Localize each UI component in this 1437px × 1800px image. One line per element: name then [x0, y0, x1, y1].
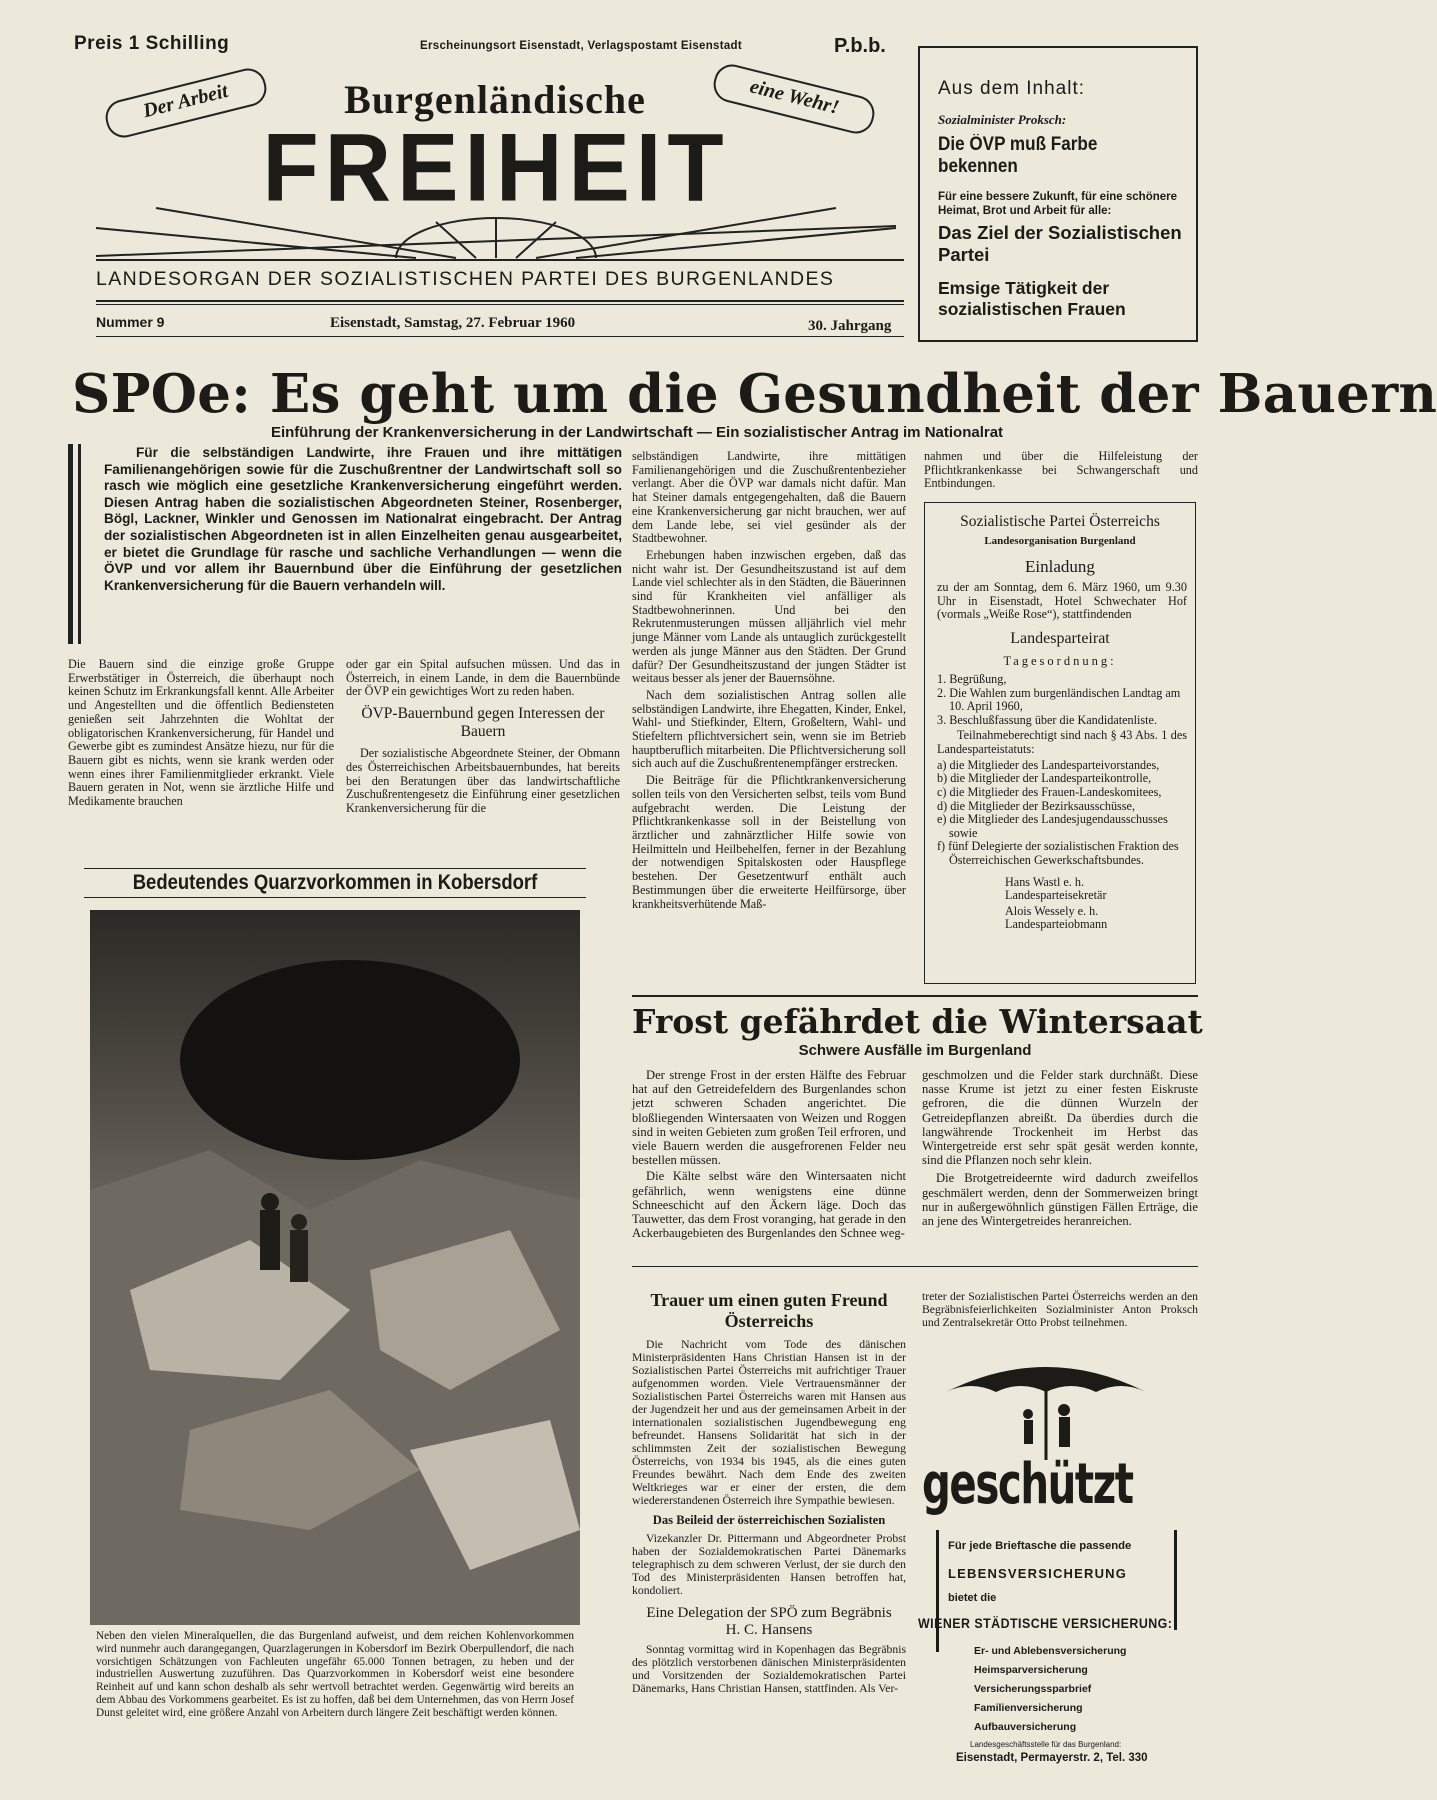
lead-col3 [632, 450, 906, 911]
ad-item: Aufbauversicherung [974, 1721, 1077, 1733]
member-item: b) die Mitglieder der Landesparteikontrolle, [937, 771, 1152, 786]
quarry-photo [90, 910, 580, 1625]
trauer-headline: Trauer um einen guten Freund Österreichs [650, 1290, 888, 1331]
sig1-title: Landesparteisekretär [1005, 888, 1107, 903]
invitation-box [924, 502, 1196, 984]
frost-col2-text-1: geschmolzen und die Felder stark durchnäßt. Diese nasse Krume ist jetzt zu einer festen Eiskruste gefroren, die die dünnen Wurzeln der Getreidepflanzen abreißt. Da überdies durch die langwährende Trockenheit im Herbst das Wintergetreide erst sehr spät gesät werden konnte, sind die Pflanzen noch sehr klein. [922, 1068, 1198, 1168]
sunrise-ornament [96, 198, 896, 260]
lead-col3-text-2: Erhebungen haben inzwischen ergeben, daß das nicht wahr ist. Der Gesundheitszustand ist auf dem Lande viel schlechter als in den Städten, die Bäuerinnen sind für Krankheiten viel anfälliger als Stadtbewohnerinnen. Und bei den Rekrutenmusterungen müssen alljährlich viel mehr junge Männer vom Lande als untauglich zurückgestellt werden als junge Männer aus den Städten. Der Grund dafür? Der Gesundheitszustand der jungen Städter ist weitaus besser als jener der Bauernsöhne. [632, 547, 906, 686]
frost-col1 [632, 1068, 906, 1240]
lead-col4: nahmen und über die Hilfeleistung der Pflichtkrankenkasse bei Schwangerschaft und Entbindungen. [924, 449, 1198, 491]
trauer-col [632, 1338, 906, 1695]
lead-bar-2 [78, 444, 81, 644]
frost-subheadline: Schwere Ausfälle im Burgenland [798, 1042, 1032, 1059]
lead-col2-subhead: ÖVP-Bauernbund gegen Interessen der Bauern [361, 705, 605, 741]
ad-big-word: geschützt [922, 1452, 1133, 1517]
invitation-entitled: Teilnahmeberechtigt sind nach § 43 Abs. 1 des Landesparteistatuts: [937, 728, 1187, 757]
trauer-text-3: Sonntag vormittag wird in Kopenhagen das Begräbnis des plötzlich verstorbenen dänischen Ministerpräsidenten und Vorsitzenden der Sozialdemokratischen Partei Dänemarks, Hans Christian Hansen, stattfinden. Als Ver- [632, 1642, 906, 1695]
invitation-event: Landesparteirat [1010, 630, 1110, 648]
sig2-title: Landesparteiobmann [1005, 917, 1108, 932]
member-item: a) die Mitglieder des Landesparteivorstandes, [937, 757, 1160, 772]
sig2-name: Alois Wessely e. h. [1005, 903, 1099, 918]
invitation-agenda-label: Tagesordnung: [1003, 654, 1117, 669]
date-line: Eisenstadt, Samstag, 27. Februar 1960 [330, 315, 576, 331]
ad-item: Familienversicherung [974, 1702, 1083, 1714]
masthead-title-main: FREIHEIT [262, 114, 730, 222]
banner-left-text: Der Arbeit [140, 79, 231, 123]
lead-col1: Die Bauern sind die einzige große Gruppe Erwerbstätiger in Österreich, die überhaupt noch keinen Schutz im Erkrankungsfall kennt. Alle Arbeiter und Angestellten und die öffentlich Bediensteten genießen seit Jahrzehnten die Wohltat der obligatorischen Krankenversicherung, für Handel und Gewerbe gibt es zumindest Ansätze hiezu, nur für die Bauern gibt es nichts, wenn sie krank werden oder wenn eines ihrer Familienmitglieder erkrankt. Viele Bauern geraten in Not, wenn sie ärztliche Hilfe und Medikamente brauchen [68, 657, 334, 809]
frost-col1-text-1: Der strenge Frost in der ersten Hälfte des Februar hat auf den Getreidefeldern des Burgenlandes schon jetzt schweren Schaden angerichtet. Die bloßliegenden Wintersaaten von Weizen und Roggen sind in weiten Gebieten zum großen Teil erfroren, und viele Bauern werden die ausgefrorenen Felder neu bestellen müssen. [632, 1068, 906, 1168]
ad-items [974, 1642, 1194, 1737]
ad-line1: Für jede Brieftasche die passende [948, 1540, 1132, 1552]
frost-col1-text-2: Die Kälte selbst wäre den Wintersaaten nicht gefährlich, wenn wenigstens eine dünne Schneeschicht auf den Äckern läge. Doch das Tauwetter, das dem Frost voranging, hat gerade in den Ackerbaugebieten des Burgenlandes den Schnee weg- [632, 1169, 906, 1241]
lead-col3-text-3: Nach dem sozialistischen Antrag sollen alle selbständigen Landwirte, ihre Ehegatten, Kinder, Enkel, Wahl- und Stiefkinder, Eltern, Großeltern, Wahl- und Stiefeltern pflichtversichert sein, wenn sie im Betrieb hauptberuflich mitarbeiten. Die Pflichtversicherung soll sich auch auf die Zuschußrentenempfänger erstrecken. [632, 687, 906, 771]
member-item: d) die Mitglieder der Bezirksausschüsse, [937, 798, 1135, 813]
frost-col2 [922, 1068, 1198, 1228]
publication-info: Erscheinungsort Eisenstadt, Verlagspostamt Eisenstadt [420, 40, 743, 52]
contents-kicker-1: Sozialminister Proksch: [938, 112, 1067, 127]
invitation-members [937, 759, 1187, 868]
quarz-headline-frame [84, 868, 586, 898]
ad-company: WIENER STÄDTISCHE VERSICHERUNG: [918, 1616, 1173, 1631]
ad-item: Versicherungssparbrief [974, 1683, 1092, 1695]
lead-bar-1 [68, 444, 73, 644]
invitation-text: zu der am Sonntag, dem 6. März 1960, um 9.30 Uhr in Eisenstadt, Hotel Schwechater Hof (vormals „Weiße Rose“), stattfindenden [937, 580, 1187, 622]
contents-kicker-2: Für eine bessere Zukunft, für eine schönere Heimat, Brot und Arbeit für alle: [938, 191, 1178, 217]
insurance-ad [918, 1352, 1198, 1782]
contents-heading: Aus dem Inhalt: [938, 78, 1086, 99]
invitation-party: Sozialistische Partei Österreichs [960, 513, 1160, 530]
trauer-text-2: Vizekanzler Dr. Pittermann und Abgeordneter Probst haben der Sozialdemokratischen Partei Dänemarks telegraphisch zu dem schweren Verlust, der sie durch den Tod des Ministerpräsidenten Hansen betroffen hat, kondoliert. [632, 1531, 906, 1597]
lead-intro: Für die selbständigen Landwirte, ihre Frauen und ihre mittätigen Familienangehörigen sowie für die Zuschußrentner der Landwirtschaft soll so rasch wie möglich eine gesetzliche Krankenversicherung eingeführt werden. Diesen Antrag haben die sozialistischen Abgeordneten Steiner, Rosenberger, Bögl, Lackner, Winkler und Genossen im Nationalrat eingebracht. Der Antrag der sozialistischen Abgeordneten ist in allen Einzelheiten genau ausgearbeitet, er bietet die Grundlage für rasche und sachliche Verhandlungen — wenn die ÖVP und vor allem ihr Bauernbund über die Einführung der gesetzlichen Krankenversicherung für die Bauern verhandeln will. [104, 445, 622, 593]
ad-address: Eisenstadt, Permayerstr. 2, Tel. 330 [956, 1752, 1148, 1764]
quarz-headline: Bedeutendes Quarzvorkommen in Kobersdorf [132, 871, 538, 894]
ad-line2: LEBENSVERSICHERUNG [948, 1566, 1128, 1581]
ad-item: Heimsparversicherung [974, 1664, 1088, 1676]
banner-right-text: eine Wehr! [747, 75, 842, 119]
banner-left [102, 65, 270, 142]
agenda-item: 3. Beschlußfassung über die Kandidatenliste. [937, 712, 1157, 727]
postal-mark: P.b.b. [834, 35, 886, 57]
lead-col2-text-b: Der sozialistische Abgeordnete Steiner, der Obmann des Österreichischen Arbeitsbauernbundes, hat bereits bei den Beratungen über das landwirtschaftliche Zuschußrentengesetz die Einführung einer gesetzlichen Krankenversicherung für die [346, 746, 620, 815]
frost-headline: Frost gefährdet die Wintersaat [632, 1002, 1203, 1041]
lead-subheadline: Einführung der Krankenversicherung in der Landwirtschaft — Ein sozialistischer Antrag im Nationalrat [270, 424, 1004, 441]
invitation-heading: Einladung [1025, 557, 1095, 576]
lead-col2 [346, 658, 620, 816]
ad-bar-left [936, 1530, 939, 1652]
agenda-item: 1. Begrüßung, [937, 672, 1007, 687]
quarry-photo-art [90, 910, 580, 1625]
sig1-name: Hans Wastl e. h. [1005, 874, 1085, 889]
member-item: e) die Mitglieder des Landesjugendausschusses sowie [937, 812, 1168, 840]
trauer-subhead-1: Das Beileid der österreichischen Sozialisten [652, 1513, 886, 1527]
contents-title-2: Das Ziel der Sozialistischen Partei [938, 222, 1182, 265]
volume: 30. Jahrgang [808, 318, 892, 334]
lead-col3-text-4: Die Beiträge für die Pflichtkrankenversicherung sollen teils von den Versicherten selbst, teils vom Bund aufgebracht werden. Die Leistung der Pflichtkrankenkasse soll in der Beistellung von ärztlicher und zahnärztlicher Hilfe sowie von Heilmitteln und Heilbehelfen, ferner in der Bezahlung der notwendigen Spitalskosten oder Hauspflege bestehen. Der Gesetzentwurf enthält auch Bestimmungen über die erweiterte Heilfürsorge, über krankheitsverhütende Maß- [632, 773, 906, 911]
issue-number: Nummer 9 [96, 314, 165, 330]
umbrella-icon [936, 1352, 1156, 1462]
frost-col2-text-2: Die Brotgetreideernte wird dadurch zweifellos geschmälert werden, denn der Sommerweizen bringt nur in außergewöhnlich günstigen Fällen Erträge, die an jene des Wintergetreides heranreichen. [922, 1171, 1198, 1229]
ad-item: Er- und Ablebensversicherung [974, 1645, 1127, 1657]
contents-box [918, 46, 1198, 342]
invitation-signatures [1005, 876, 1195, 932]
contents-title-3: Emsige Tätigkeit der sozialistischen Frauen [938, 278, 1126, 319]
ad-office: Landesgeschäftsstelle für das Burgenland: [970, 1740, 1122, 1749]
invitation-org: Landesorganisation Burgenland [984, 535, 1136, 547]
trauer-text-4: treter der Sozialistischen Partei Österreichs werden an den Begräbnisfeierlichkeiten Sozialminister Anton Proksch und Zentralsekretär Otto Probst teilnehmen. [922, 1290, 1198, 1329]
agenda-item: 2. Die Wahlen zum burgenländischen Landtag am 10. April 1960, [937, 685, 1181, 714]
invitation-agenda [937, 673, 1187, 727]
contents-title-1: Die ÖVP muß Farbe bekennen [938, 134, 1098, 177]
ad-line3: bietet die [948, 1592, 997, 1604]
quarz-caption: Neben den vielen Mineralquellen, die das Burgenland aufweist, und dem reichen Kohlenvorkommen wird nunmehr auch darangegangen, Quarzlagerungen in Kobersdorf im Bezirk Oberpullendorf, die nach vorsichtigen Schätzungen von Fachleuten ungefähr 65.000 Tonnen betragen, zu heben und der industriellen Auswertung zuzuführen. Das Quarzvorkommen in Kobersdorf weist eine besondere Reinheit auf und kann schon deshalb als sehr wertvoll betrachtet werden. Gegenwärtig wird bereits an dem Abbau des Vorkommens gearbeitet. Es ist zu hoffen, daß bei dem Unternehmen, das von Herrn Josef Dunst geleitet wird, eine größere Anzahl von Arbeitern durch längere Zeit beschäftigt werden können. [96, 1630, 574, 1719]
price-label: Preis 1 Schilling [74, 33, 230, 54]
masthead-title-top: Burgenländische [344, 77, 646, 122]
trauer-text-1: Die Nachricht vom Tode des dänischen Ministerpräsidenten Hans Christian Hansen ist in der Sozialistischen Partei Österreichs mit aufrichtiger Trauer aufgenommen worden. Viele Vertrauensmänner der Sozialistischen Partei Österreichs waren mit Hansen aus der Jugendzeit her und aus der gemeinsamen Arbeit in der internationalen sozialistischen Jugendbewegung eng befreundet. Hansens Solidarität hat sich in der schlimmsten Zeit der sozialistischen Bewegung Österreichs, von 1934 bis 1945, als die eines guten Freundes bewährt. Nach dem Ende des zweiten Weltkrieges war er einer der ersten, die dem wiedererstandenen Österreich ihre Sympathie bewiesen. [632, 1338, 906, 1507]
lead-col2-text-a: oder gar ein Spital aufsuchen müssen. Und das in Österreich, in einem Lande, in dem die Bauernbünde der ÖVP ein gewichtiges Wort zu reden haben. [346, 657, 620, 699]
lead-headline: SPOe: Es geht um die Gesundheit der Bauern [72, 363, 1437, 425]
member-item: c) die Mitglieder des Frauen-Landeskomitees, [937, 785, 1162, 800]
trauer-subhead-2: Eine Delegation der SPÖ zum Begräbnis H. C. Hansens [646, 1604, 892, 1638]
masthead-subtitle: LANDESORGAN DER SOZIALISTISCHEN PARTEI DES BURGENLANDES [96, 268, 835, 290]
member-item: f) fünf Delegierte der sozialistischen Fraktion des Österreichischen Gewerkschaftsbundes. [937, 839, 1179, 868]
lead-col3-text-1: selbständigen Landwirte, ihre mittätigen Familienangehörigen und die Zuschußrentenbezieher verlangt. Aber die ÖVP war damals nicht dafür. Man hat Steiner damals entgegengehalten, daß die Bauern eine Krankenversicherung gar nicht brauchen, wer auf dem Lande lebe, sei viel gesünder als der Stadtbewohner. [632, 449, 906, 546]
